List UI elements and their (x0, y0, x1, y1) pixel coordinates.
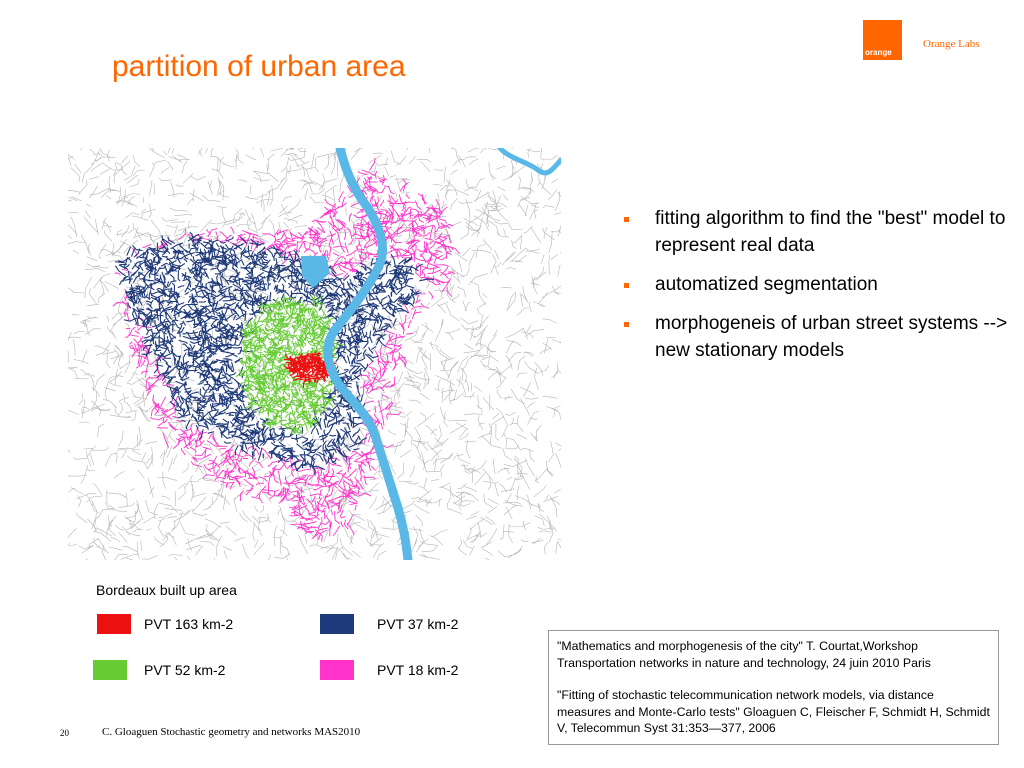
footer-text: C. Gloaguen Stochastic geometry and networks MAS2010 (102, 726, 361, 738)
legend-swatch (320, 660, 354, 680)
bullet-list (624, 205, 1014, 376)
bullet-item: automatized segmentation (624, 271, 1014, 298)
map-caption: Bordeaux built up area (96, 582, 237, 598)
legend-swatch (320, 614, 354, 634)
bullet-item: fitting algorithm to find the "best" model to represent real data (624, 205, 1014, 259)
slide-title: partition of urban area (112, 50, 406, 83)
bullet-item: morphogeneis of urban street systems --> new stationary models (624, 310, 1014, 364)
legend-label: PVT 163 km-2 (144, 616, 234, 632)
legend-label: PVT 18 km-2 (377, 662, 459, 678)
bullet-marker (624, 283, 629, 288)
legend-swatch (93, 660, 127, 680)
references-box (548, 630, 999, 745)
legend-swatch (97, 614, 131, 634)
brand-name: Orange Labs (923, 38, 980, 50)
reference-item: "Fitting of stochastic telecommunication network models, via distance measures and Monte-Carlo tests" Gloaguen C, Fleischer F, Schmidt H, Schmidt V, Telecommun Syst 31:353—377, 2006 (557, 688, 990, 735)
orange-logo (863, 20, 902, 60)
legend-label: PVT 52 km-2 (144, 662, 226, 678)
page-number: 20 (60, 728, 69, 738)
legend-label: PVT 37 km-2 (377, 616, 459, 632)
reference-item: "Mathematics and morphogenesis of the city" T. Courtat,Workshop Transportation networks in nature and technology, 24 juin 2010 Paris (557, 639, 931, 670)
bullet-marker (624, 322, 629, 327)
logo-wordmark: orange (865, 48, 892, 57)
urban-area-map (68, 148, 561, 560)
bullet-marker (624, 217, 629, 222)
